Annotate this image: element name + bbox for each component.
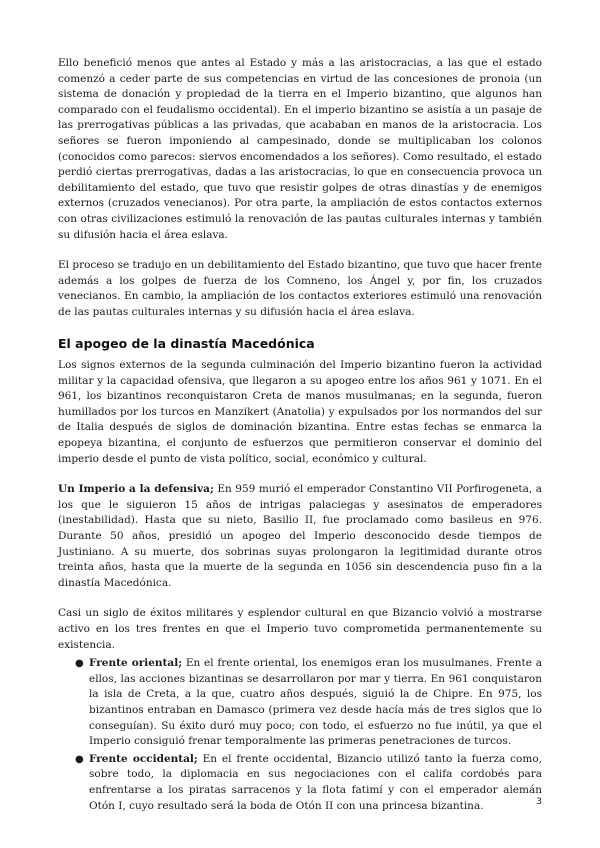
paragraph-century: Casi un siglo de éxitos militares y esplendor cultural en que Bizancio volvió a mostrarse activo en los tres frentes en que el Imperio tuvo comprometida permanentemente su existencia. [58, 607, 542, 651]
page-number: 3 [536, 797, 542, 807]
defensive-text: En 959 murió el emperador Constantino VII Porfirogeneta, a los que le siguieron 15 años de intrigas palaciegas y asesinatos de emperadores (inestabilidad). Hasta que su nieto, Basilio II, fue proclamado como basileus en 976. Durante 50 años, presidió un apogeo del Imperio desconocido desde tiempos de Justiniano. A su muerte, dos sobrinas suyas prolongaron la legitimidad durante otros treinta años, hasta que la muerte de la segunda en 1056 sin descendencia puso fin a la dinastía Macedónica. [58, 483, 542, 589]
document-body [58, 56, 542, 816]
list-item-text: En el frente oriental, los enemigos eran los musulmanes. Frente a ellos, las acciones bizantinas se desarrollaron por mar y tierra. En 961 conquistaron la isla de Creta, a la que, cuatro años después, siguió la de Chipre. En 975, los bizantinos entraban en Damasco (primera vez desde hacía más de tres siglos que lo conseguían). Su éxito duró muy poco; con todo, el esfuerzo no fue inútil, ya que el Imperio consiguió frenar temporalmente las primeras penetraciones de turcos. [89, 657, 542, 748]
list-item-western-front [58, 752, 542, 814]
list-item-eastern-front [58, 656, 542, 750]
list-item-label: Frente occidental; [89, 752, 198, 765]
paragraph-macedonian-intro: Los signos externos de la segunda culminación del Imperio bizantino fueron la actividad militar y la capacidad ofensiva, que llegaron a su apogeo entre los años 961 y 1071. En el 961, los bizantinos reconquistaron Creta de manos musulmanas; en la segunda, fueron humillados por los turcos en Manzikert (Anatolia) y expulsados por los normandos del sur de Italia después de siglos de dominación bizantina. Entre estas fechas se enmarca la epopeya bizantina, el conjunto de esfuerzos que permitieron conservar el dominio del imperio desde el punto de vista político, social, económico y cultural. [58, 359, 542, 465]
paragraph-pronoia: Ello benefició menos que antes al Estado y más a las aristocracias, a las que el estado comenzó a ceder parte de sus competencias en virtud de las concesiones de pronoia (un sistema de donación y propiedad de la tierra en el Imperio bizantino, que algunos han comparado con el feudalismo occidental). En el imperio bizantino se asistía a un pasaje de las prerrogativas públicas a las privadas, que acababan en manos de la aristocracia. Los señores se fueron imponiendo al campesinado, donde se multiplicaban los colonos (conocidos como parecos: siervos encomendados a los señores). Como resultado, el estado perdió ciertas prerrogativas, dadas a las aristocracias, lo que en consecuencia provoca un debilitamiento del estado, que tuvo que resistir golpes de otras dinastías y de enemigos externos (cruzados venecianos). Por otra parte, la ampliación de estos contactos externos con otras civilizaciones estimuló la renovación de las pautas culturales internas y también su difusión hacia el área eslava. [58, 57, 542, 241]
paragraph-state-weakening: El proceso se tradujo en un debilitamiento del Estado bizantino, que tuvo que hacer frente además a los golpes de fuerza de los Comneno, los Ángel y, por fin, los cruzados venecianos. En cambio, la ampliación de los contactos exteriores estimuló una renovación de las pautas culturales internas y su difusión hacia el área eslava. [58, 259, 542, 318]
fronts-list [58, 656, 542, 814]
section-heading: El apogeo de la dinastía Macedónica [58, 335, 315, 351]
paragraph-defensive-empire [58, 482, 542, 591]
list-item-label: Frente oriental; [89, 657, 183, 670]
list-item-text: En el frente occidental, Bizancio utilizó tanto la fuerza como, sobre todo, la diplomacia en sus negociaciones con el califa cordobés para enfrentarse a los piratas sarracenos y la flota fatimí y con el emperador alemán Otón I, cuyo resultado será la boda de Otón II con una princesa bizantina. [89, 752, 542, 812]
defensive-label: Un Imperio a la defensiva; [58, 483, 214, 496]
bullet-icon: ● [75, 753, 84, 765]
bullet-icon: ● [75, 658, 84, 670]
